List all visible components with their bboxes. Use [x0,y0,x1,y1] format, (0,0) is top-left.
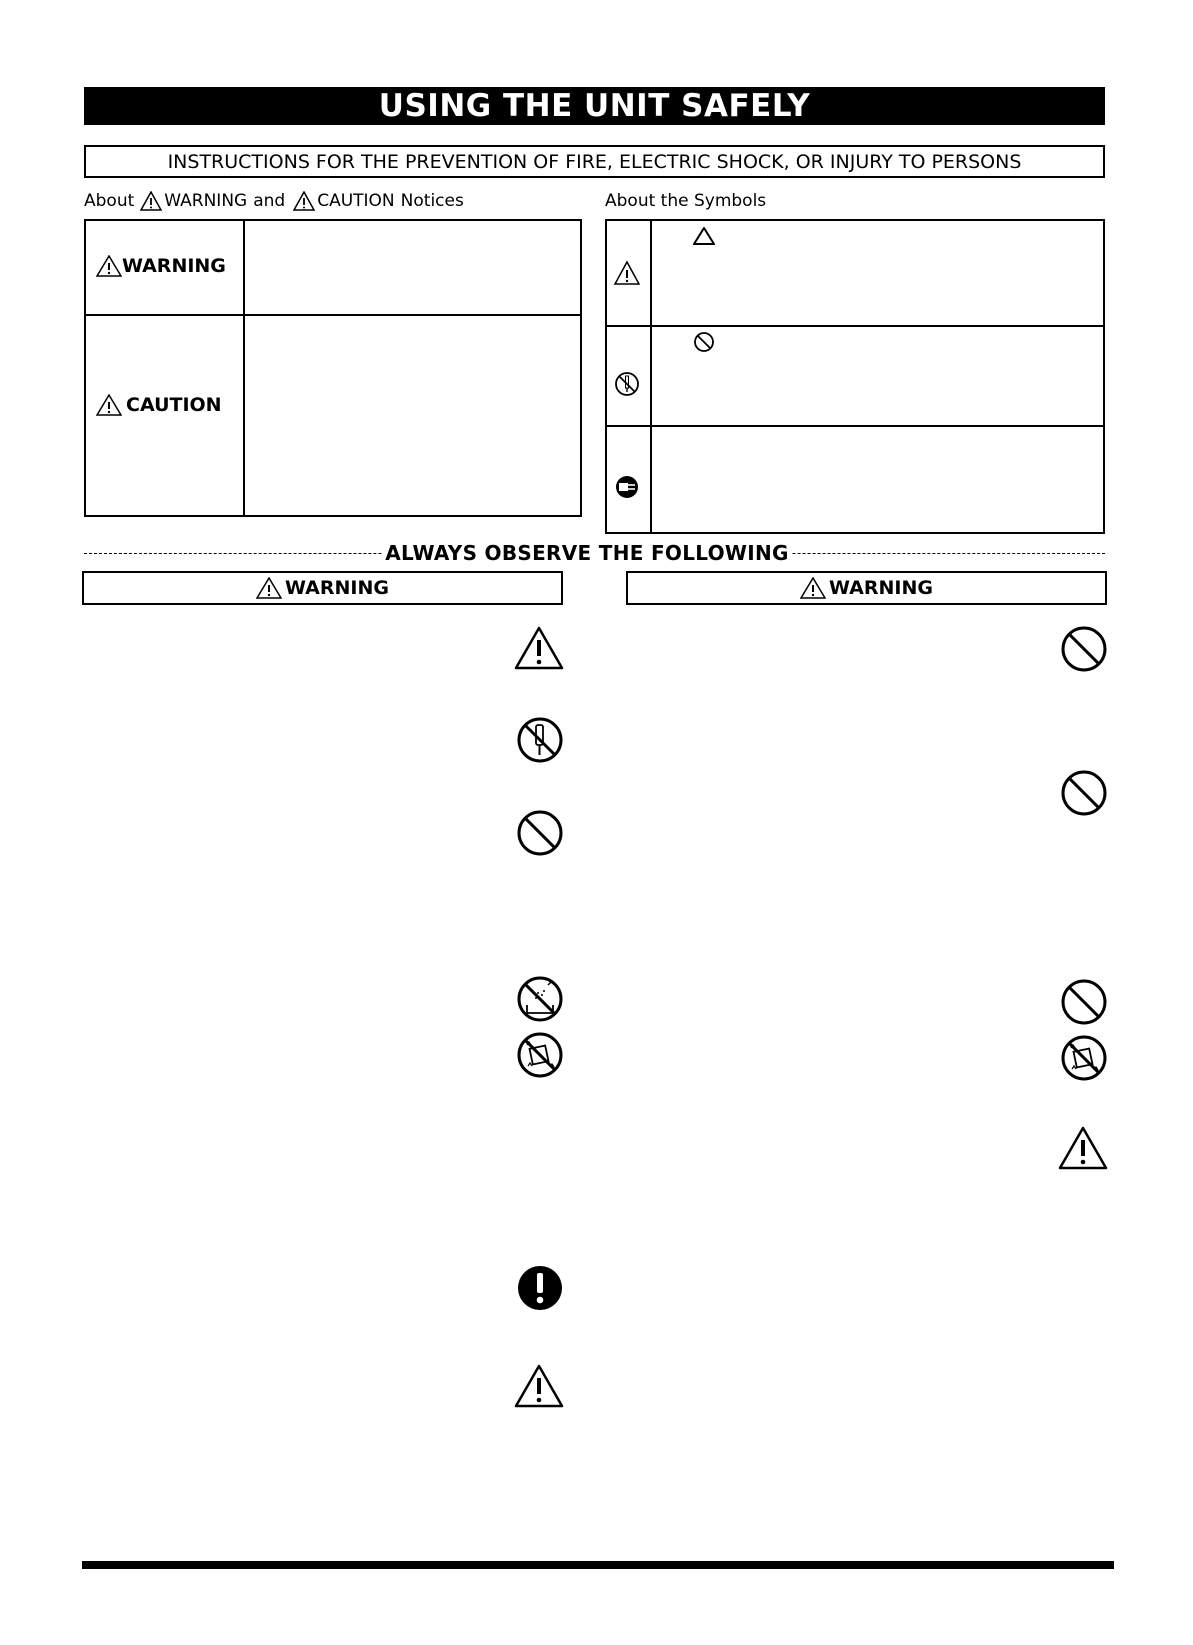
caution-triangle-icon [1057,1125,1109,1171]
symbols-table-divider [650,221,652,532]
do-not-disassemble-icon [516,716,564,764]
warning-column-header-left: WARNING [82,571,563,605]
observe-heading: ALWAYS OBSERVE THE FOLLOWING [383,540,791,566]
no-water-icon [516,975,564,1023]
caution-triangle-icon [513,625,565,671]
caution-triangle-icon [96,255,122,277]
instructions-text: INSTRUCTIONS FOR THE PREVENTION OF FIRE, ELECTRIC SHOCK, OR INJURY TO PERSONS [167,150,1022,173]
caution-triangle-icon [140,191,162,211]
do-not-disassemble-icon [613,370,641,398]
notices-heading-and: and [253,191,286,211]
notices-heading-warning: WARNING [164,191,248,211]
page-title: USING THE UNIT SAFELY [378,88,811,124]
instructions-banner [84,145,1105,178]
caution-triangle-icon [800,577,826,599]
symbol-row-caution [607,221,1103,327]
prohibition-icon [1060,625,1108,673]
notices-heading-about: About [84,191,135,211]
page-title-banner [84,87,1105,125]
unplug-icon [613,473,641,501]
bottom-rule [82,1561,1114,1569]
warning-column-header-right: WARNING [626,571,1107,605]
caution-triangle-icon [256,577,282,599]
caution-triangle-icon [513,1363,565,1409]
mandatory-action-icon [516,1264,564,1312]
symbol-row-mandatory [607,425,1103,532]
symbols-table [605,219,1105,534]
triangle-outline-icon [693,227,715,245]
symbol-row-prohibition [607,325,1103,427]
notice-row-warning [86,221,580,316]
prohibition-icon [693,331,715,353]
notices-table-divider [243,221,245,515]
notices-heading-caution: CAUTION [317,191,395,211]
notices-table [84,219,582,517]
caution-triangle-icon [613,260,641,286]
prohibition-icon [1060,978,1108,1026]
warning-notice-label: WARNING [96,255,226,277]
prohibition-icon [516,809,564,857]
caution-notice-label: CAUTION [96,394,222,416]
caution-triangle-icon [293,191,315,211]
notices-heading [84,191,464,211]
caution-triangle-icon [96,394,122,416]
prohibition-icon [1060,769,1108,817]
notice-row-caution [86,314,580,515]
notices-heading-notices: Notices [400,191,464,211]
symbols-heading: About the Symbols [605,191,767,211]
no-wet-hands-icon [516,1031,564,1079]
no-wet-hands-icon [1060,1034,1108,1082]
